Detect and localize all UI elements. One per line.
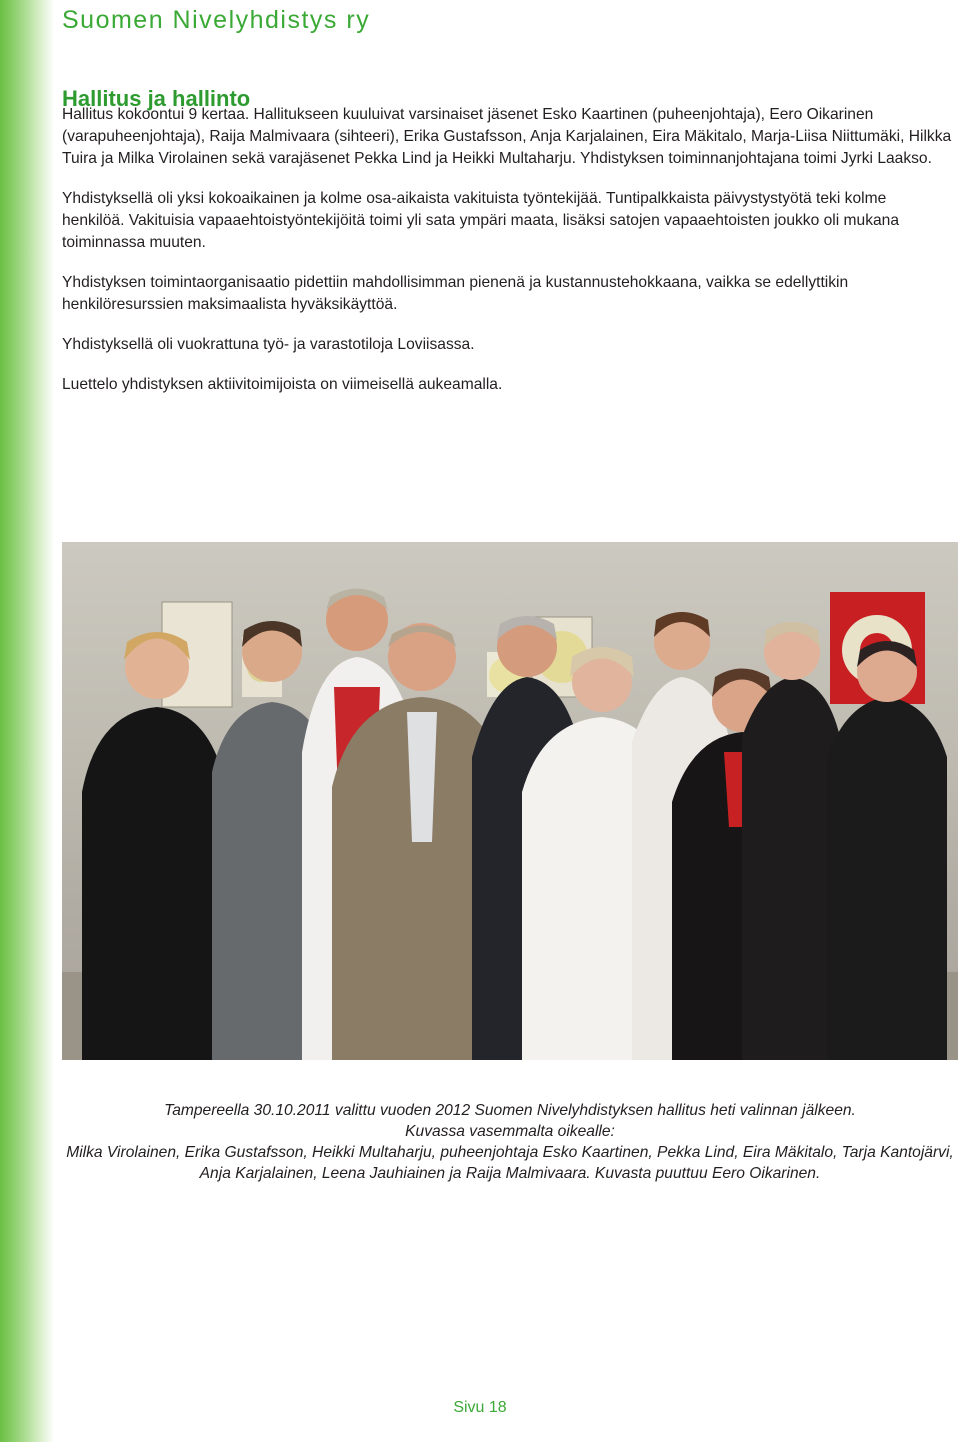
paragraph-employees: Yhdistyksellä oli yksi kokoaikainen ja kolme osa-aikaista vakituista työntekijää. Tuntipalkkaista päivystystyötä teki kolme henkilöä. Vakituisia vapaaehtoistyöntekijöitä toimi yli sata ympäri maata, lisäksi satojen vapaaehtoisten joukko oli mukana toiminnassa muuten. (62, 190, 900, 251)
paragraph-active-members-list: Luettelo yhdistyksen aktiivitoimijoista on viimeisellä aukeamalla. (62, 376, 503, 393)
photo-caption (62, 1100, 958, 1184)
group-photo-illustration (62, 542, 958, 1060)
caption-line-intro: Kuvassa vasemmalta oikealle: (405, 1123, 615, 1140)
caption-line-date: Tampereella 30.10.2011 valittu vuoden 2012 Suomen Nivelyhdistyksen hallitus heti valinnan jälkeen. (164, 1102, 856, 1119)
paragraph-board-members: Hallitus kokoontui 9 kertaa. Hallitukseen kuuluivat varsinaiset jäsenet Esko Kaartinen (puheenjohtaja), Eero Oikarinen (varapuheenjohtaja), Raija Malmivaara (sihteeri), Erika Gustafsson, Anja Karjalainen, Eira Mäkitalo, Marja-Liisa Niittumäki, Hilkka Tuira ja Milka Virolainen sekä varajäsenet Pekka Lind ja Heikki Multaharju. Yhdistyksen toiminnanjohtajana toimi Jyrki Laakso. (62, 106, 952, 167)
section-title: Hallitus ja hallinto (62, 86, 251, 111)
green-side-strip (0, 0, 54, 1442)
paragraph-premises: Yhdistyksellä oli vuokrattuna työ- ja varastotiloja Loviisassa. (62, 336, 475, 353)
caption-line-names: Milka Virolainen, Erika Gustafsson, Heikki Multaharju, puheenjohtaja Esko Kaartinen, Pekka Lind, Eira Mäkitalo, Tarja Kantojärvi, Anja Karjalainen, Leena Jauhiainen ja Raija Malmivaara. Kuvasta puuttuu Eero Oikarinen. (66, 1144, 954, 1182)
group-photo (62, 542, 958, 1060)
paragraph-organization: Yhdistyksen toimintaorganisaatio pidettiin mahdollisimman pienenä ja kustannustehokkaana, vaikka se edellyttikin henkilöresurssien maksimaalista hyväksikäyttöä. (62, 274, 849, 313)
page-number: Sivu 18 (453, 1399, 507, 1416)
organization-name: Suomen Nivelyhdistys ry (62, 6, 371, 34)
body-text (62, 104, 952, 414)
